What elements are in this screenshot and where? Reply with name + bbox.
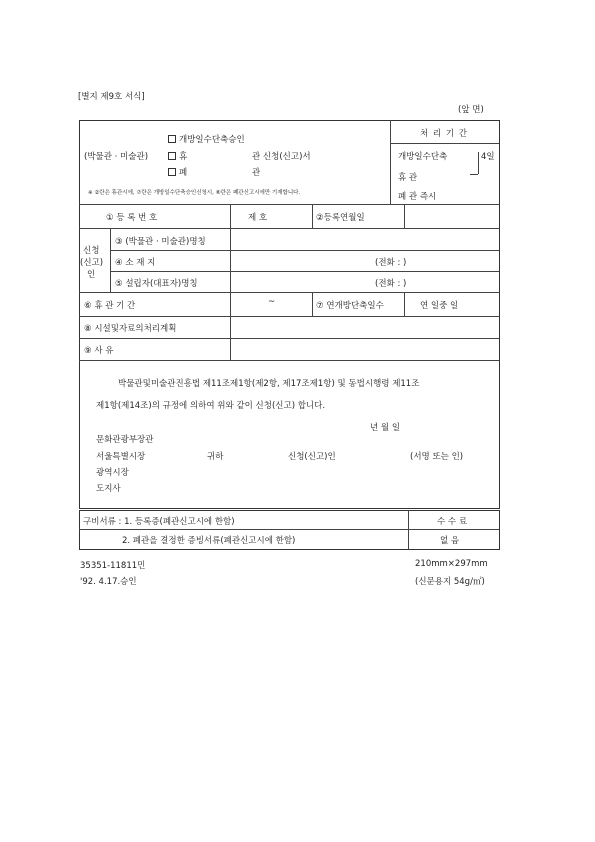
approval-date: '92. 4.17.승인 [80, 577, 137, 587]
museum-name-label: ③ (박물관 · 미술관)명칭 [115, 237, 206, 247]
fee-label: 수 수 료 [437, 517, 468, 527]
closure-period-tilde[interactable]: ~ [268, 297, 276, 307]
paper-type: (신문용지 54g/㎡) [415, 577, 485, 587]
applicant-type: (박물관 · 미술관) [84, 152, 149, 162]
required-documents-1: 구비서류 : 1. 등록증(폐관신고시에 한함) [83, 517, 235, 527]
processing-row-shutdown: 폐 관 즉시 [398, 192, 437, 202]
page-side-label: (앞 면) [458, 105, 484, 115]
open-days-label: ⑦ 연개방단축일수 [316, 301, 384, 311]
processing-period-title: 처 리 기 간 [420, 129, 468, 139]
signature-note[interactable]: (서명 또는 인) [410, 452, 464, 462]
processing-row-open-days: 개방일수단축 [398, 152, 448, 162]
checkbox[interactable] [168, 168, 176, 176]
fee-value: 없 음 [440, 536, 460, 546]
address-label: ④ 소 재 지 [115, 258, 156, 268]
addressee: 귀하 [207, 452, 224, 462]
reason-label: ⑨ 사 유 [84, 346, 114, 356]
date-line[interactable]: 년 월 일 [370, 423, 401, 433]
applicant-group-3: 인 [87, 270, 96, 280]
instruction-note: ※ ②란은 휴관시에, ⑦란은 개방일수단축승인신청시, ⑧란은 폐관신고시에만 기재합니다. [88, 190, 301, 196]
form-title-suffix: 관 신청(신고)서 [252, 152, 311, 162]
processing-row-closure: 휴 관 [398, 173, 418, 183]
recipient-3: 광역시장 [96, 468, 129, 478]
applicant-group-1: 신청 [83, 246, 100, 256]
statement-line-2: 제1항(제14조)의 규정에 의하여 위와 같이 신청(신고) 합니다. [96, 401, 326, 411]
applicant-signature-label: 신청(신고)인 [288, 452, 336, 462]
facilities-plan-label: ⑧ 시설및자료의처리계획 [84, 324, 177, 334]
reg-date-label: ②등록연월일 [316, 213, 365, 223]
recipient-2: 서울특별시장 [96, 452, 146, 462]
recipient-1: 문화관광부장관 [96, 435, 154, 445]
phone-field-2[interactable]: (전화 : ) [375, 279, 407, 289]
founder-label: ⑤ 설립자(대표자)명칭 [115, 279, 198, 289]
applicant-group-2: (신고) [80, 258, 104, 268]
checkbox[interactable] [168, 152, 176, 160]
form-title-suffix-2: 관 [252, 168, 261, 178]
required-documents-2: 2. 폐관을 결정한 증빙서류(폐관신고시에 한함) [122, 536, 296, 546]
statement-line-1: 박물관및미술관진흥법 제11조제1항(제2항, 제17조제1항) 및 동법시행령 제11조 [118, 379, 420, 389]
option-closure[interactable]: 휴 [168, 150, 187, 162]
reg-number-value[interactable]: 제 호 [248, 213, 268, 223]
processing-open-days-value: 4일 [481, 152, 495, 162]
option-shutdown[interactable]: 폐 [168, 166, 187, 178]
open-days-value[interactable]: 연 일중 일 [420, 301, 459, 311]
form-number: [별지 제9호 서식] [78, 92, 145, 102]
form-code: 35351-11811민 [80, 561, 146, 571]
recipient-4: 도지사 [96, 484, 121, 494]
paper-size: 210mm×297mm [415, 559, 488, 569]
bracket [478, 152, 479, 174]
phone-field-1[interactable]: (전화 : ) [375, 258, 407, 268]
option-open-days[interactable]: 개방일수단축승인 [168, 133, 245, 145]
reg-number-label: ① 등 록 번 호 [106, 213, 158, 223]
closure-period-label: ⑥ 휴 관 기 간 [84, 301, 136, 311]
checkbox[interactable] [168, 135, 176, 143]
